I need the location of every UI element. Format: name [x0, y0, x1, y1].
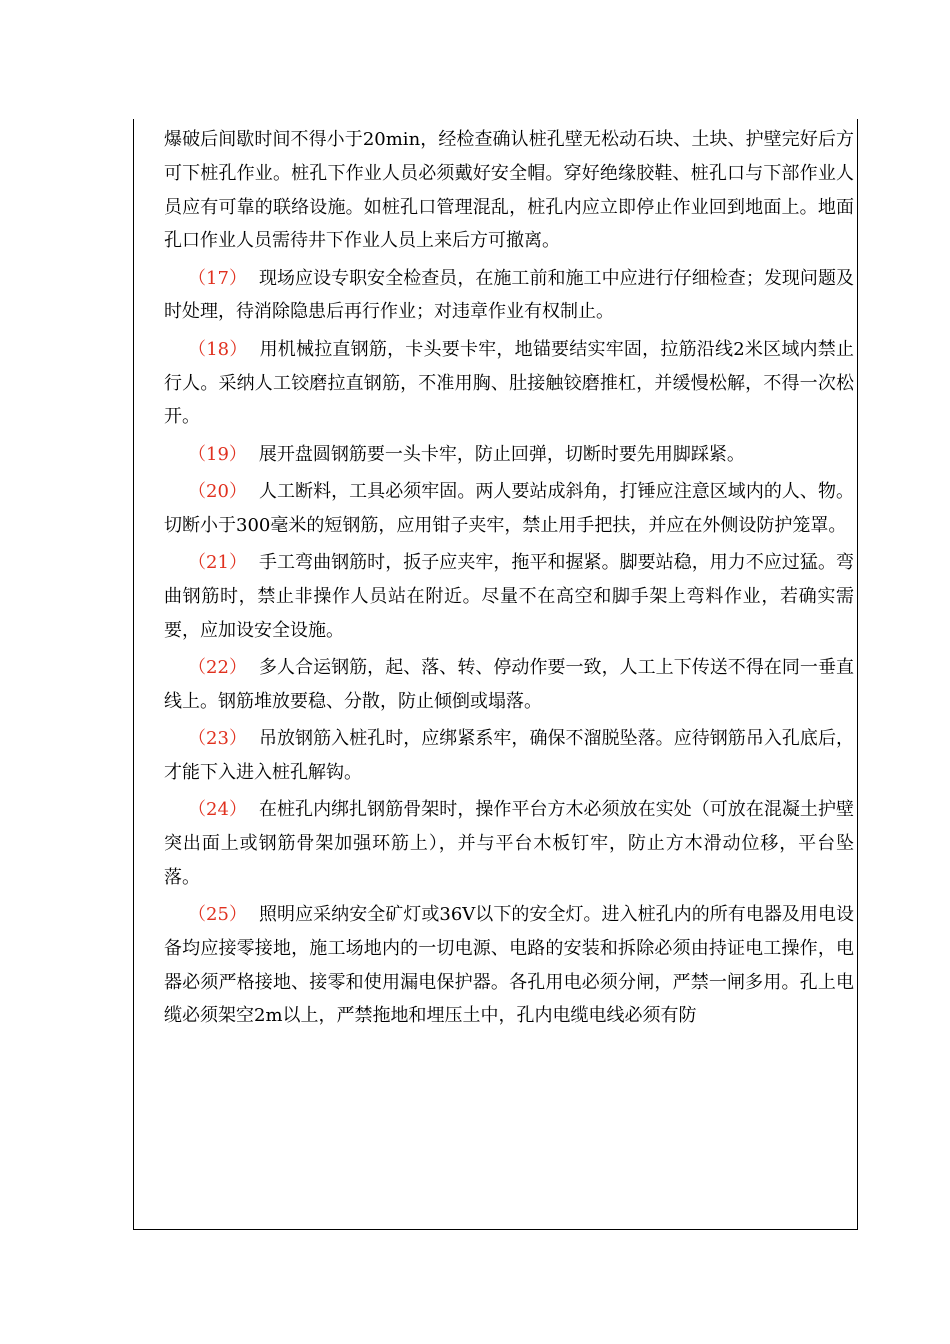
clause-18: [164, 333, 854, 434]
clause-text: 吊放钢筋入桩孔时，应绑紧系牢，确保不溜脱坠落。应待钢筋吊入孔底后，才能下入进入桩孔解钩。: [164, 728, 854, 783]
clause-number: （22）: [188, 656, 247, 678]
clause-23: [164, 722, 854, 790]
clause-number: （25）: [188, 904, 248, 926]
clause-17: [164, 262, 854, 330]
clause-number: （21）: [188, 552, 247, 574]
clause-number: （19）: [188, 443, 247, 465]
clause-text: 展开盘圆钢筋要一头卡牢，防止回弹，切断时要先用脚踩紧。: [258, 443, 745, 465]
clause-number: （20）: [188, 480, 247, 502]
clause-text: 在桩孔内绑扎钢筋骨架时，操作平台方木必须放在实处（可放在混凝土护壁突出面上或钢筋骨架加强环筋上），并与平台木板钉牢，防止方木滑动位移，平台坠落。: [164, 799, 854, 888]
clause-19: [164, 438, 854, 472]
intro-paragraph: 爆破后间歇时间不得小于20min，经检查确认桩孔壁无松动石块、土块、护壁完好后方可下桩孔作业。桩孔下作业人员必须戴好安全帽。穿好绝缘胶鞋、桩孔口与下部作业人员应有可靠的联络设施。如桩孔口管理混乱，桩孔内应立即停止作业回到地面上。地面孔口作业人员需待井下作业人员上来后方可撤离。: [164, 129, 854, 252]
clause-text: 用机械拉直钢筋，卡头要卡牢，地锚要结实牢固，拉筋沿线2米区域内禁止行人。采纳人工铰磨拉直钢筋，不准用胸、肚接触铰磨推杠，并缓慢松解，不得一次松开。: [164, 338, 854, 428]
clause-number: （24）: [188, 799, 247, 821]
clause-22: [164, 651, 854, 719]
clause-21: [164, 546, 854, 647]
clause-number: （23）: [188, 728, 247, 750]
clause-text: 手工弯曲钢筋时，扳子应夹牢，拖平和握紧。脚要站稳，用力不应过猛。弯曲钢筋时，禁止非操作人员站在附近。尽量不在高空和脚手架上弯料作业，若确实需要，应加设安全设施。: [164, 552, 854, 641]
clause-24: [164, 793, 854, 894]
clause-25: [164, 898, 854, 1033]
clause-number: （17）: [188, 267, 247, 289]
clause-text: 照明应采纳安全矿灯或36V以下的安全灯。进入桩孔内的所有电器及用电设备均应接零接地，施工场地内的一切电源、电路的安装和拆除必须由持证电工操作，电器必须严格接地、接零和使用漏电保护器。各孔用电必须分闸，严禁一闸多用。孔上电缆必须架空2m以上，严禁拖地和埋压土中，孔内电缆电线必须有防: [164, 904, 854, 1027]
document-body: [164, 123, 854, 1037]
clause-text: 人工断料，工具必须牢固。两人要站成斜角，打锤应注意区域内的人、物。切断小于300毫米的短钢筋，应用钳子夹牢，禁止用手把扶，并应在外侧设防护笼罩。: [164, 480, 854, 536]
clause-number: （18）: [188, 338, 248, 360]
clause-text: 多人合运钢筋，起、落、转、停动作要一致，人工上下传送不得在同一垂直线上。钢筋堆放要稳、分散，防止倾倒或塌落。: [164, 656, 854, 712]
clause-20: [164, 475, 854, 543]
clause-text: 现场应设专职安全检查员，在施工前和施工中应进行仔细检查；发现问题及时处理，待消除隐患后再行作业；对违章作业有权制止。: [164, 267, 854, 323]
